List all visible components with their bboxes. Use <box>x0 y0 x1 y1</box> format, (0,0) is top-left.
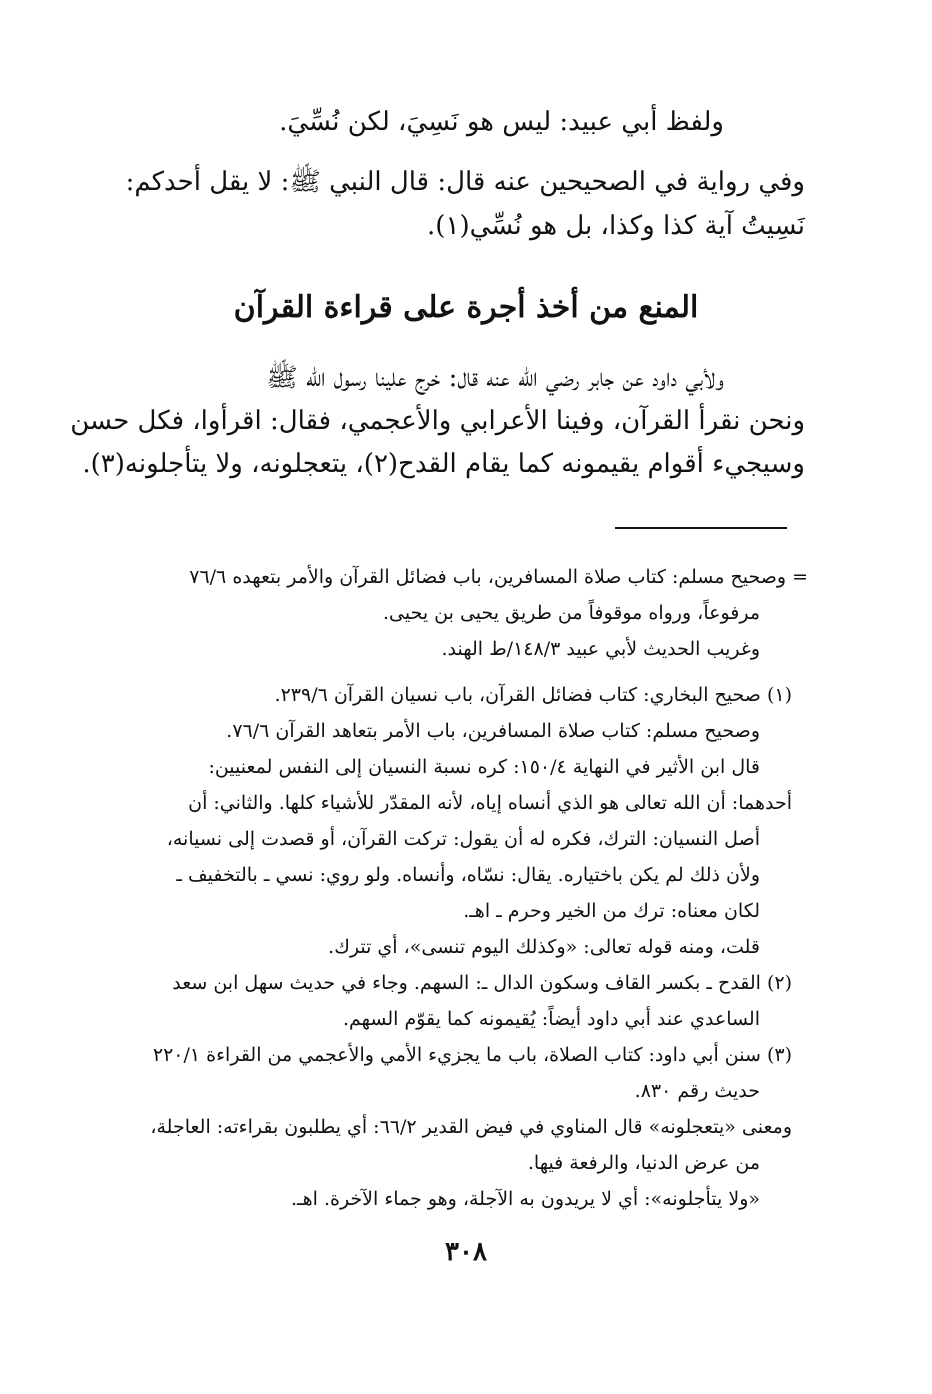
footnote-line: ولأن ذلك لم يكن باختياره. يقال: نسّاه، وأنساه. ولو روي: نسي ـ بالتخفيف ـ <box>176 864 760 886</box>
footnote-line: الساعدي عند أبي داود أيضاً: يُقيمونه كما يقوّم السهم. <box>342 1008 760 1030</box>
footnote-separator <box>615 527 787 529</box>
footnote-line: (٣) سنن أبي داود: كتاب الصلاة، باب ما يجزيء الأمي والأعجمي من القراءة ٢٢٠/١ <box>152 1044 792 1066</box>
footnote-line: أحدهما: أن الله تعالى هو الذي أنساه إياه، لأنه المقدّر للأشياء كلها. والثاني: أن <box>188 792 792 814</box>
body-line: ولفظ أبي عبيد: ليس هو نَسِيَ، لكن نُسِّيَ. <box>279 107 724 137</box>
footnote-line: قال ابن الأثير في النهاية ١٥٠/٤: كره نسبة النسيان إلى النفس لمعنيين: <box>208 756 760 778</box>
footnote-line: من عرض الدنيا، والرفعة فيها. <box>527 1152 760 1174</box>
footnote-line: قلت، ومنه قوله تعالى: «وكذلك اليوم تنسى»، أي تترك. <box>328 936 760 958</box>
body-line: ونحن نقرأ القرآن، وفينا الأعرابي والأعجمي، فقال: اقرأوا، فكل حسن <box>70 406 805 436</box>
body-line: وسيجيء أقوام يقيمونه كما يقام القدح(٢)، يتعجلونه، ولا يتأجلونه(٣). <box>82 449 805 479</box>
footnote-line: = وصحيح مسلم: كتاب صلاة المسافرين، باب فضائل القرآن والأمر بتعهده ٧٦/٦ <box>189 566 808 588</box>
footnote-line: مرفوعاً، ورواه موقوفاً من طريق يحيى بن يحيى. <box>382 602 760 624</box>
footnote-line: أصل النسيان: الترك، فكره له أن يقول: تركت القرآن، أو قصدت إلى نسيانه، <box>166 828 760 850</box>
footnote-line: وصحيح مسلم: كتاب صلاة المسافرين، باب الأمر بتعاهد القرآن ٧٦/٦. <box>226 720 760 742</box>
body-line: نَسِيتُ آية كذا وكذا، بل هو نُسِّي(١). <box>427 211 805 241</box>
section-heading: المنع من أخذ أجرة على قراءة القرآن <box>233 290 699 325</box>
body-line: ولأبي داود عن جابر رضي الله عنه قال: خرج علينا رسول الله ﷺ <box>266 363 724 393</box>
footnote-line: لكان معناه: ترك من الخير وحرم ـ اهـ. <box>463 900 760 922</box>
footnote-line: وغريب الحديث لأبي عبيد ١٤٨/٣/ط الهند. <box>441 638 760 660</box>
body-line: وفي رواية في الصحيحين عنه قال: قال النبي ﷺ: لا يقل أحدكم: <box>125 167 805 197</box>
footnote-line: (١) صحيح البخاري: كتاب فضائل القرآن، باب نسيان القرآن ٢٣٩/٦. <box>274 684 792 706</box>
footnote-line: حديث رقم ٨٣٠. <box>634 1080 760 1102</box>
footnote-line: «ولا يتأجلونه»: أي لا يريدون به الآجلة، وهو جماء الآخرة. اهـ. <box>291 1188 760 1210</box>
footnote-line: (٢) القدح ـ بكسر القاف وسكون الدال ـ: السهم. وجاء في حديث سهل ابن سعد <box>172 972 792 994</box>
page-number: ٣٠٨ <box>445 1237 487 1267</box>
footnote-line: ومعنى «يتعجلونه» قال المناوي في فيض القدير ٦٦/٢: أي يطلبون بقراءته: العاجلة، <box>150 1116 792 1138</box>
